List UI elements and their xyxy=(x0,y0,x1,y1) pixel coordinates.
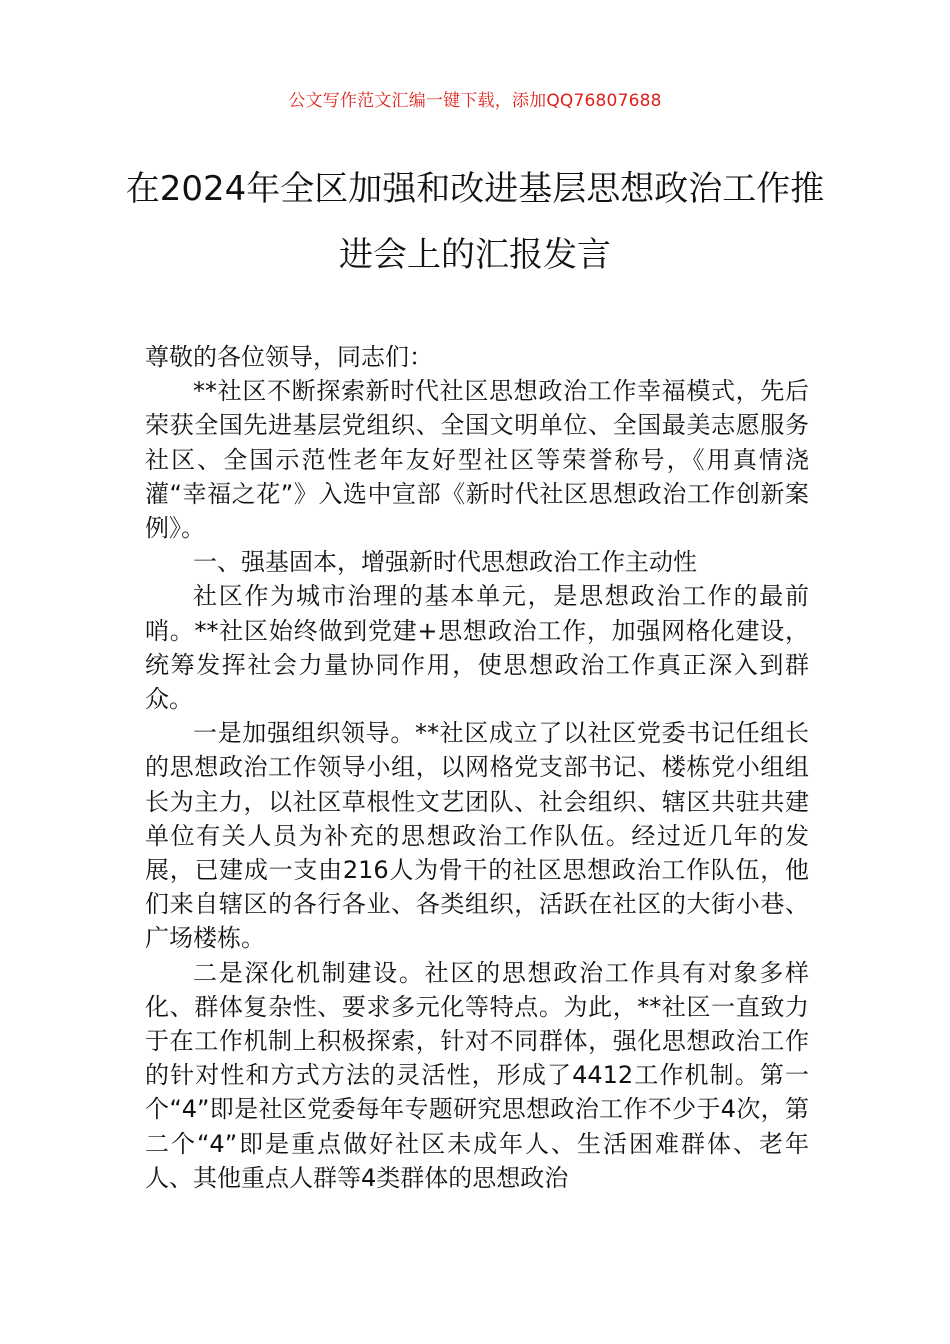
salutation: 尊敬的各位领导，同志们： xyxy=(145,343,433,371)
document-title: 在2024年全区加强和改进基层思想政治工作推进会上的汇报发言 xyxy=(125,169,825,275)
paragraph-mechanism: 二是深化机制建设。社区的思想政治工作具有对象多样化、群体复杂性、要求多元化等特点。为此，**社区一直致力于在工作机制上积极探索，针对不同群体，强化思想政治工作的针对性和方式方法的灵活性，形成了4412工作机制。第一个“4”即是社区党委每年专题研究思想政治工作不少于4次，第二个“4”即是重点做好社区未成年人、生活困难群体、老年人、其他重点人群等4类群体的思想政治 xyxy=(145,958,809,1192)
paragraph-organization: 一是加强组织领导。**社区成立了以社区党委书记任组长的思想政治工作领导小组，以网格党支部书记、楼栋党小组组长为主力，以社区草根性文艺团队、社会组织、辖区共驻共建单位有关人员为补充的思想政治工作队伍。经过近几年的发展，已建成一支由216人为骨干的社区思想政治工作队伍，他们来自辖区的各行各业、各类组织，活跃在社区的大街小巷、广场楼栋。 xyxy=(145,719,809,953)
document-body xyxy=(145,340,809,1195)
header-download-note: 公文写作范文汇编一键下载，添加QQ76807688 xyxy=(288,91,662,111)
section-heading-1: 一、强基固本，增强新时代思想政治工作主动性 xyxy=(193,548,697,577)
paragraph-section-1: 社区作为城市治理的基本单元，是思想政治工作的最前哨。**社区始终做到党建+思想政治工作，加强网格化建设，统筹发挥社会力量协同作用，使思想政治工作真正深入到群众。 xyxy=(145,582,809,714)
paragraph-intro: **社区不断探索新时代社区思想政治工作幸福模式，先后荣获全国先进基层党组织、全国文明单位、全国最美志愿服务社区、全国示范性老年友好型社区等荣誉称号，《用真情浇灌“幸福之花”》入选中宣部《新时代社区思想政治工作创新案例》。 xyxy=(145,377,809,543)
